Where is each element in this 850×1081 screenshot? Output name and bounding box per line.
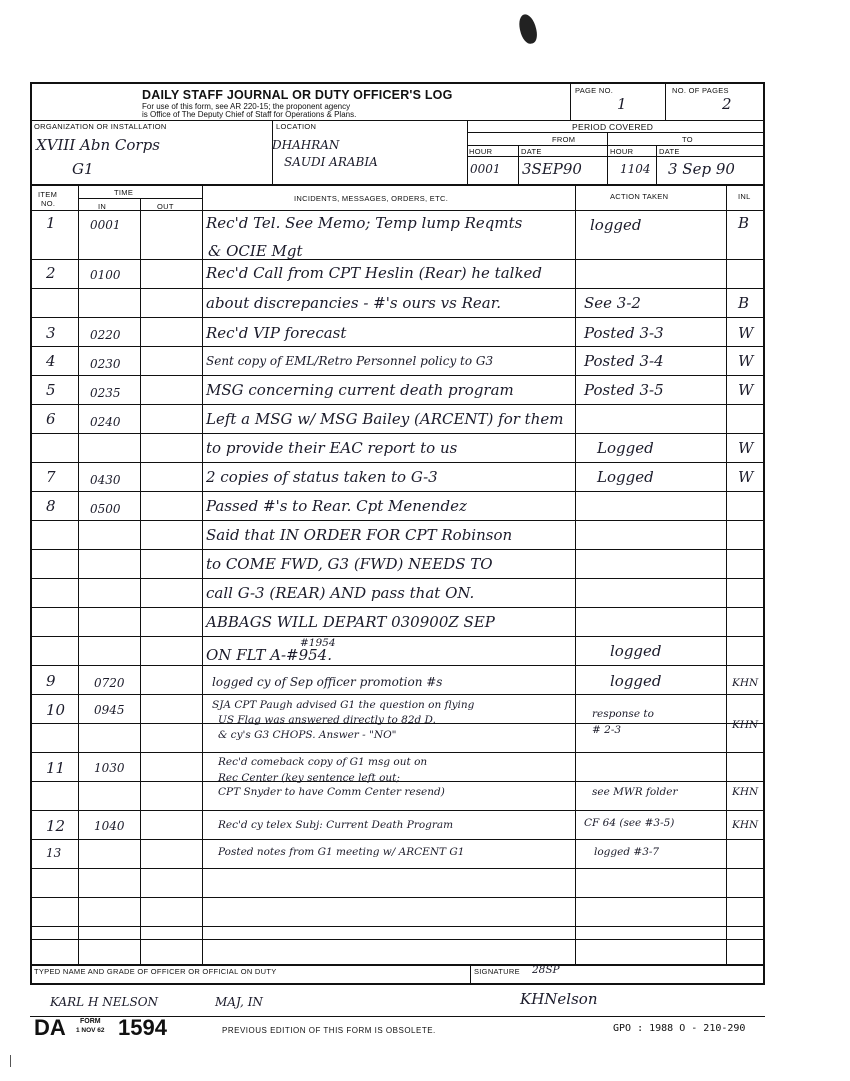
row-13-text: Posted notes from G1 meeting w/ ARCENT G1: [218, 846, 465, 858]
row-6b-inl: W: [738, 439, 754, 457]
to-hour-label: HOUR: [610, 147, 634, 156]
row-12-inl: KHN: [732, 819, 759, 831]
row-6-text: Left a MSG w/ MSG Bailey (ARCENT) for them: [206, 410, 564, 428]
form-word: FORM: [80, 1018, 101, 1025]
row-2-in: 0100: [90, 268, 121, 282]
row-4-text: Sent copy of EML/Retro Personnel policy to G3: [206, 354, 494, 368]
no-of-pages-value: 2: [722, 95, 732, 113]
row-11-item: 11: [46, 759, 66, 777]
row-5-action: Posted 3-5: [584, 381, 664, 399]
row-7-inl: W: [738, 468, 754, 486]
form-date: 1 NOV 62: [76, 1027, 105, 1034]
org-line1: XVIII Abn Corps: [36, 136, 160, 154]
inl-label: INL: [738, 192, 751, 201]
row-2-item: 2: [46, 264, 56, 282]
signature-note: 28SP: [532, 964, 560, 976]
row-11-text: Rec'd comeback copy of G1 msg out on: [218, 756, 428, 768]
location-line1: DHAHRAN: [272, 138, 340, 152]
row-9-item: 9: [46, 672, 56, 690]
row-1-inl: B: [738, 214, 750, 232]
row-8c-text: to COME FWD, G3 (FWD) NEEDS TO: [206, 555, 493, 573]
row-1-text: Rec'd Tel. See Memo; Temp lump Reqmts: [206, 214, 523, 232]
row-2b-text: about discrepancies - #'s ours vs Rear.: [206, 294, 501, 312]
from-date-value: 3SEP90: [522, 160, 582, 178]
signature-value: KHNelson: [520, 990, 598, 1008]
row-8e-text: ABBAGS WILL DEPART 030900Z SEP: [206, 613, 495, 631]
row-3-item: 3: [46, 324, 56, 342]
row-11-inl: KHN: [732, 786, 759, 798]
corner-smudge: [517, 13, 539, 46]
row-9-in: 0720: [94, 676, 125, 690]
row-10-inl: KHN: [732, 719, 759, 731]
row-7-in: 0430: [90, 473, 121, 487]
margin-mark: [10, 1055, 11, 1067]
row-7-item: 7: [46, 468, 56, 486]
row-4-in: 0230: [90, 357, 121, 371]
row-5-inl: W: [738, 381, 754, 399]
row-13-action: logged #3-7: [594, 846, 660, 858]
row-9-text: logged cy of Sep officer promotion #s: [212, 675, 443, 689]
row-8-item: 8: [46, 497, 56, 515]
time-label: TIME: [114, 188, 134, 197]
row-9-inl: KHN: [732, 677, 759, 689]
row-4-action: Posted 3-4: [584, 352, 664, 370]
row-5-in: 0235: [90, 386, 121, 400]
row-10-action: response to: [592, 708, 654, 720]
row-12-action: CF 64 (see #3-5): [584, 817, 675, 829]
org-label: ORGANIZATION OR INSTALLATION: [34, 122, 167, 131]
form-number: 1594: [118, 1015, 167, 1040]
row-2b-action: See 3-2: [584, 294, 641, 312]
row-9-action: logged: [610, 672, 662, 690]
row-5-text: MSG concerning current death program: [206, 381, 514, 399]
row-6-in: 0240: [90, 415, 121, 429]
row-8-text: Passed #'s to Rear. Cpt Menendez: [206, 497, 467, 515]
row-7-action: Logged: [597, 468, 654, 486]
signature-label: SIGNATURE: [474, 967, 520, 976]
typed-name-value: KARL H NELSON: [50, 995, 159, 1009]
row-10-text: SJA CPT Paugh advised G1 the question on flying: [212, 699, 475, 711]
location-line2: SAUDI ARABIA: [284, 155, 378, 169]
row-4-item: 4: [46, 352, 56, 370]
row-10-in: 0945: [94, 703, 125, 717]
row-12-item: 12: [46, 817, 66, 835]
form-title: DAILY STAFF JOURNAL OR DUTY OFFICER'S LOG: [142, 88, 453, 102]
row-11-text3: CPT Snyder to have Comm Center resend): [218, 786, 445, 798]
row-6b-action: Logged: [597, 439, 654, 457]
location-label: LOCATION: [276, 122, 317, 131]
row-1-action: logged: [590, 216, 642, 234]
row-12-in: 1040: [94, 819, 125, 833]
to-hour-value: 1104: [620, 162, 651, 176]
row-12-text: Rec'd cy telex Subj: Current Death Program: [218, 819, 454, 831]
row-8b-text: Said that IN ORDER FOR CPT Robinson: [206, 526, 513, 544]
to-label: TO: [682, 135, 693, 144]
in-label: IN: [98, 202, 107, 211]
row-8f-action: logged: [610, 642, 662, 660]
row-10-text2: US Flag was answered directly to 82d D.: [218, 714, 436, 726]
row-2-text: Rec'd Call from CPT Heslin (Rear) he talked: [206, 264, 543, 282]
page-no-value: 1: [617, 95, 627, 113]
row-1-in: 0001: [90, 218, 121, 232]
org-line2: G1: [72, 160, 94, 178]
row-3-text: Rec'd VIP forecast: [206, 324, 347, 342]
action-taken-label: ACTION TAKEN: [610, 192, 669, 201]
from-hour-label: HOUR: [469, 147, 493, 156]
no-label: NO.: [41, 199, 56, 208]
gpo-notice: GPO : 1988 O - 210-290: [613, 1023, 746, 1034]
period-covered-label: PERIOD COVERED: [572, 122, 654, 132]
duty-log-form: [30, 82, 765, 985]
row-7-text: 2 copies of status taken to G-3: [206, 468, 438, 486]
from-label: FROM: [552, 135, 576, 144]
row-11-text2: Rec Center (key sentence left out;: [218, 772, 400, 784]
row-6b-text: to provide their EAC report to us: [206, 439, 458, 457]
obsolete-notice: PREVIOUS EDITION OF THIS FORM IS OBSOLETE.: [222, 1026, 436, 1035]
from-date-label: DATE: [521, 147, 542, 156]
row-11-action: see MWR folder: [592, 786, 678, 798]
row-3-action: Posted 3-3: [584, 324, 664, 342]
incidents-label: INCIDENTS, MESSAGES, ORDERS, ETC.: [294, 194, 449, 203]
grade-value: MAJ, IN: [215, 995, 263, 1009]
row-13-item: 13: [46, 846, 62, 860]
row-10-action2: # 2-3: [592, 724, 622, 736]
row-5-item: 5: [46, 381, 56, 399]
row-8f-text: ON FLT A-#954.: [206, 646, 332, 664]
row-2b-inl: B: [738, 294, 750, 312]
page-no-label: PAGE NO.: [575, 86, 614, 95]
row-1-item: 1: [46, 214, 56, 232]
row-11-in: 1030: [94, 761, 125, 775]
row-3-in: 0220: [90, 328, 121, 342]
row-8-in: 0500: [90, 502, 121, 516]
row-10-text3: & cy's G3 CHOPS. Answer - "NO": [218, 729, 397, 741]
row-8d-text: call G-3 (REAR) AND pass that ON.: [206, 584, 475, 602]
row-10-item: 10: [46, 701, 66, 719]
row-6-item: 6: [46, 410, 56, 428]
no-of-pages-label: NO. OF PAGES: [672, 86, 729, 95]
to-date-label: DATE: [659, 147, 680, 156]
from-hour-value: 0001: [470, 162, 501, 176]
typed-name-label: TYPED NAME AND GRADE OF OFFICER OR OFFICIAL ON DUTY: [34, 967, 277, 976]
row-4-inl: W: [738, 352, 754, 370]
out-label: OUT: [157, 202, 174, 211]
form-subtitle-2: is Office of The Deputy Chief of Staff for Operations & Plans.: [142, 110, 357, 119]
row-8f-note: #1954: [300, 637, 336, 649]
da-prefix: DA: [34, 1015, 66, 1040]
row-3-inl: W: [738, 324, 754, 342]
to-date-value: 3 Sep 90: [668, 160, 735, 178]
form-subtitle-1: For use of this form, see AR 220-15; the proponent agency: [142, 102, 351, 111]
row-1b-text: & OCIE Mgt: [208, 242, 303, 260]
item-label: ITEM: [38, 190, 58, 199]
